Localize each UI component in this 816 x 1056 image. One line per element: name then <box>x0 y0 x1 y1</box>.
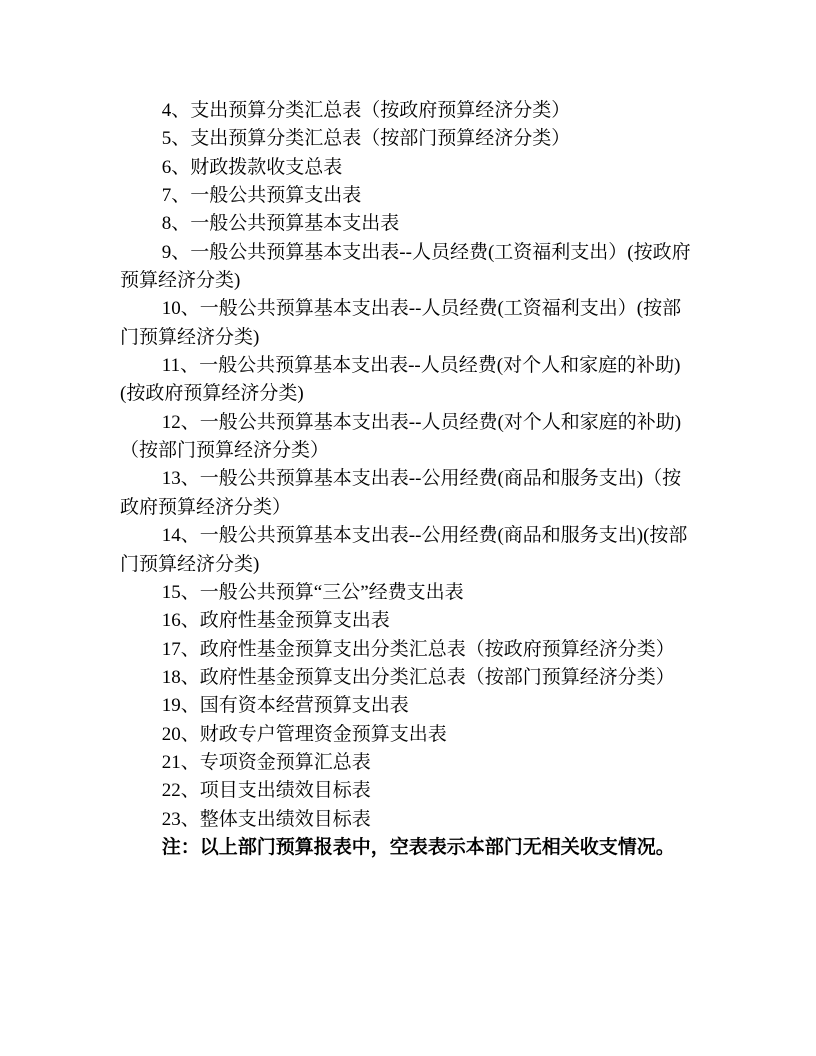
list-item-4: 4、支出预算分类汇总表（按政府预算经济分类） <box>161 100 571 121</box>
list-item-11: 11、一般公共预算基本支出表--人员经费(对个人和家庭的补助)(按政府预算经济分类) <box>120 355 681 405</box>
document-body <box>120 97 696 862</box>
list-item-12: 12、一般公共预算基本支出表--人员经费(对个人和家庭的补助)（按部门预算经济分类） <box>120 411 682 462</box>
list-item-19: 19、国有资本经营预算支出表 <box>161 695 409 717</box>
list-item-7: 7、一般公共预算支出表 <box>161 185 362 207</box>
list-item-21: 21、专项资金预算汇总表 <box>161 751 371 773</box>
list-item-5: 5、支出预算分类汇总表（按部门预算经济分类） <box>161 128 571 150</box>
list-item-15: 15、一般公共预算“三公”经费支出表 <box>161 581 464 603</box>
list-item-17: 17、政府性基金预算支出分类汇总表（按政府预算经济分类） <box>161 638 675 660</box>
list-item-10: 10、一般公共预算基本支出表--人员经费(工资福利支出）(按部门预算经济分类) <box>120 298 682 348</box>
footnote: 注：以上部门预算报表中，空表表示本部门无相关收支情况。 <box>161 836 675 858</box>
list-item-16: 16、政府性基金预算支出表 <box>161 610 390 632</box>
list-item-22: 22、项目支出绩效目标表 <box>161 780 371 802</box>
list-item-9: 9、一般公共预算基本支出表--人员经费(工资福利支出）(按政府预算经济分类) <box>120 241 691 292</box>
list-item-18: 18、政府性基金预算支出分类汇总表（按部门预算经济分类） <box>161 666 675 688</box>
list-item-6: 6、财政拨款收支总表 <box>161 156 343 178</box>
list-item-20: 20、财政专户管理资金预算支出表 <box>161 723 447 745</box>
list-item-23: 23、整体支出绩效目标表 <box>161 808 371 830</box>
list-item-13: 13、一般公共预算基本支出表--公用经费(商品和服务支出)（按政府预算经济分类） <box>120 468 682 518</box>
list-item-14: 14、一般公共预算基本支出表--公用经费(商品和服务支出)(按部门预算经济分类) <box>120 525 688 575</box>
list-item-8: 8、一般公共预算基本支出表 <box>161 213 400 235</box>
